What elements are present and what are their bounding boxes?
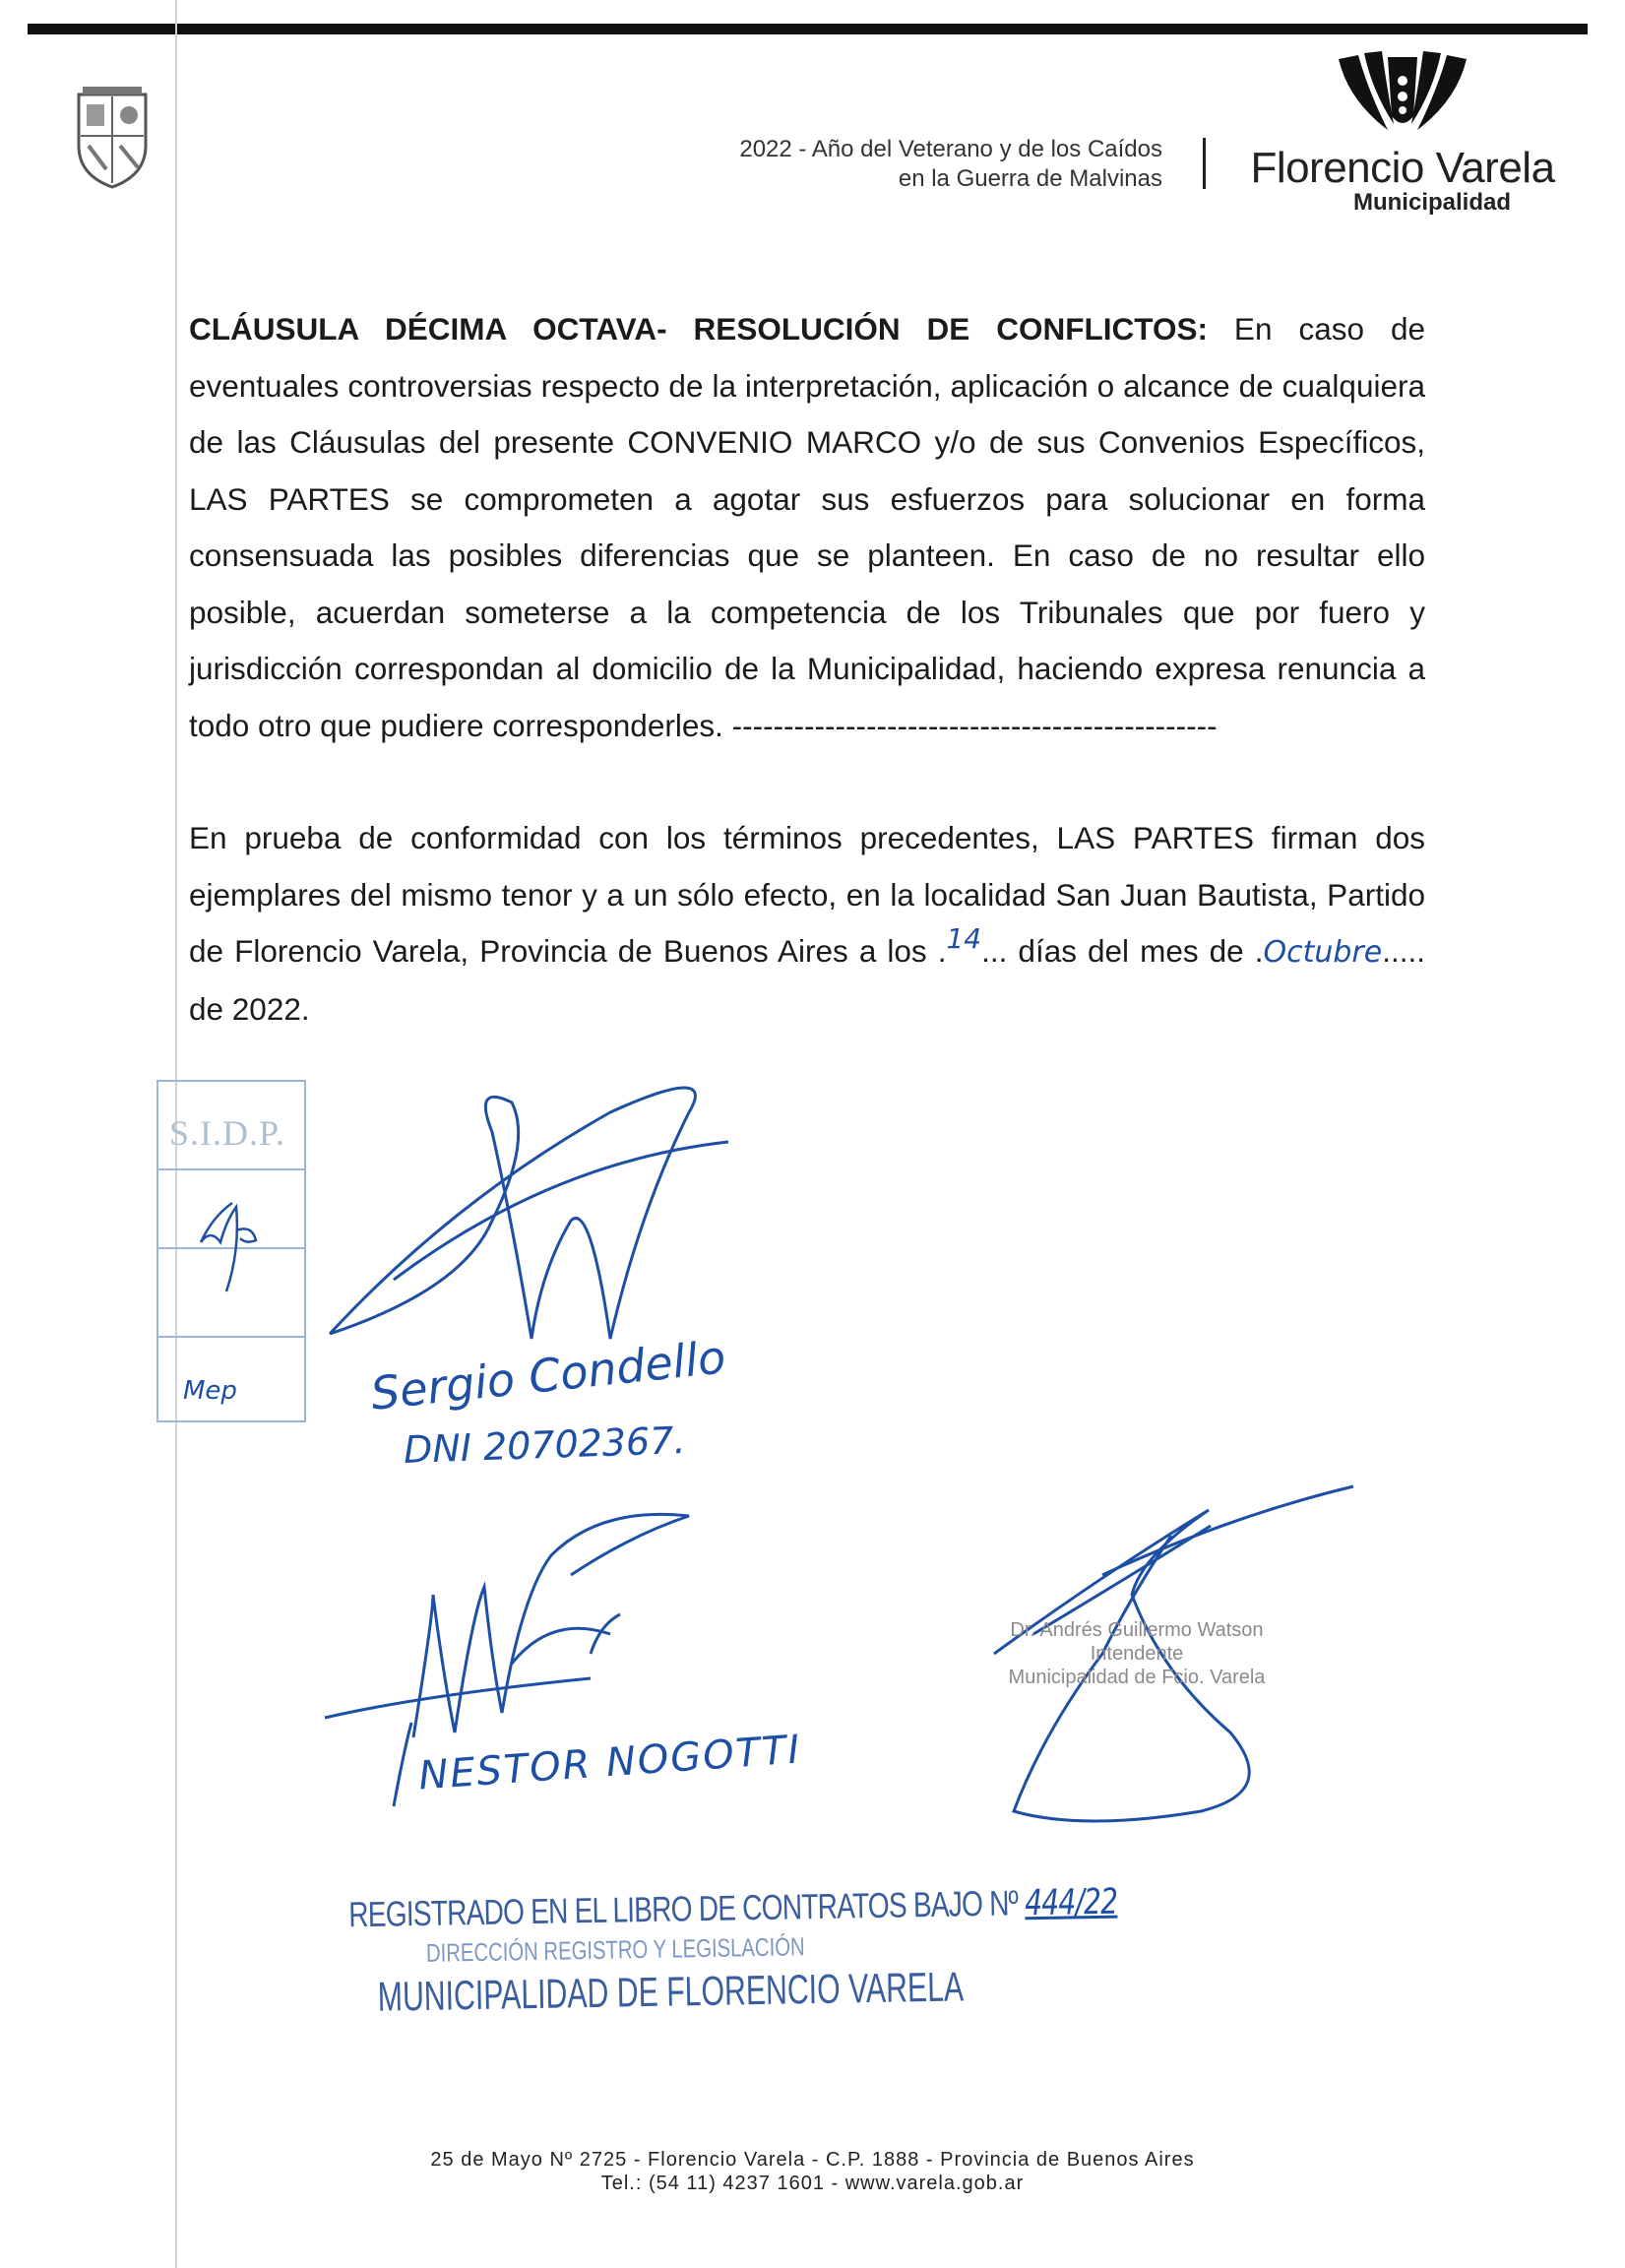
brand-name: Florencio Varela — [1250, 144, 1555, 192]
registry-stamp-line-3: MUNICIPALIDAD DE FLORENCIO VARELA — [377, 1963, 965, 2020]
clause-text: En caso de eventuales controversias respecto de la interpretación, aplicación o alcance de cualquiera de las Cláusulas del presente CONVENIO MARCO y/o de sus Convenios Específicos, LAS PARTES se comprometen a agotar sus esfuerzos para solucionar en forma consensuada las posibles diferencias que se planteen. En caso de no resultar ello posible, acuerdan someterse a la competencia de los Tribunales que por fuero y jurisdicción correspondan al domicilio de la Municipalidad, haciendo expresa renuncia a todo otro que pudiere corresponderles. ----------------------------------------------- — [189, 311, 1425, 743]
signature-2-name: NESTOR NOGOTTI — [416, 1727, 803, 1799]
month-suffix: ..... de 2022. — [189, 933, 1425, 1027]
sidp-stamp-label: S.I.D.P. — [169, 1113, 286, 1153]
footer-contact: Tel.: (54 11) 4237 1601 - www.varela.gob.ar — [600, 2173, 1025, 2194]
handwritten-month: Octubre — [1263, 935, 1383, 970]
page-footer — [0, 2148, 1625, 2195]
day-suffix: ... días del mes de — [981, 933, 1244, 969]
motto-line-2: en la Guerra de Malvinas — [898, 165, 1162, 192]
sidp-stamp-initials: Mep — [183, 1376, 237, 1406]
brand-subtitle: Municipalidad — [1352, 189, 1511, 216]
intendente-stamp-line-1: Dr. Andrés Guillermo Watson — [1010, 1619, 1264, 1641]
motto-line-1: 2022 - Año del Veterano y de los Caídos — [739, 136, 1162, 162]
handwritten-day: 14 — [946, 922, 982, 955]
day-dots: . — [937, 933, 947, 969]
signature-1-name: Sergio Condello — [368, 1330, 728, 1420]
closing-text: En prueba de conformidad con los términos precedentes, LAS PARTES firman dos ejemplares del mismo tenor y a un sólo efecto, en la localidad San Juan Bautista, Partido de Florencio Varela, Provincia de Buenos Aires a los — [189, 820, 1425, 969]
registry-stamp-line-2: DIRECCIÓN REGISTRO Y LEGISLACIÓN — [425, 1931, 805, 1968]
month-dots: . — [1254, 933, 1264, 969]
registry-prefix: REGISTRADO EN EL LIBRO DE CONTRATOS BAJO Nº — [347, 1882, 1019, 1935]
footer-address: 25 de Mayo Nº 2725 - Florencio Varela - C.P. 1888 - Provincia de Buenos Aires — [430, 2149, 1195, 2171]
intendente-stamp-line-3: Municipalidad de Fcio. Varela — [1008, 1667, 1266, 1688]
registry-number: 444 — [1024, 1882, 1076, 1924]
clause-heading: CLÁUSULA DÉCIMA OCTAVA- RESOLUCIÓN DE CONFLICTOS: — [189, 311, 1208, 346]
intendente-stamp-line-2: Intendente — [1090, 1643, 1184, 1665]
registry-stamp — [347, 1881, 1118, 2022]
registry-stamp-line-1 — [347, 1881, 1118, 1935]
signature-1-dni: DNI 20702367. — [403, 1418, 687, 1472]
signature-1-scribble — [330, 1088, 728, 1339]
intendente-stamp — [994, 1618, 1280, 1689]
registry-year: /22 — [1075, 1881, 1118, 1923]
